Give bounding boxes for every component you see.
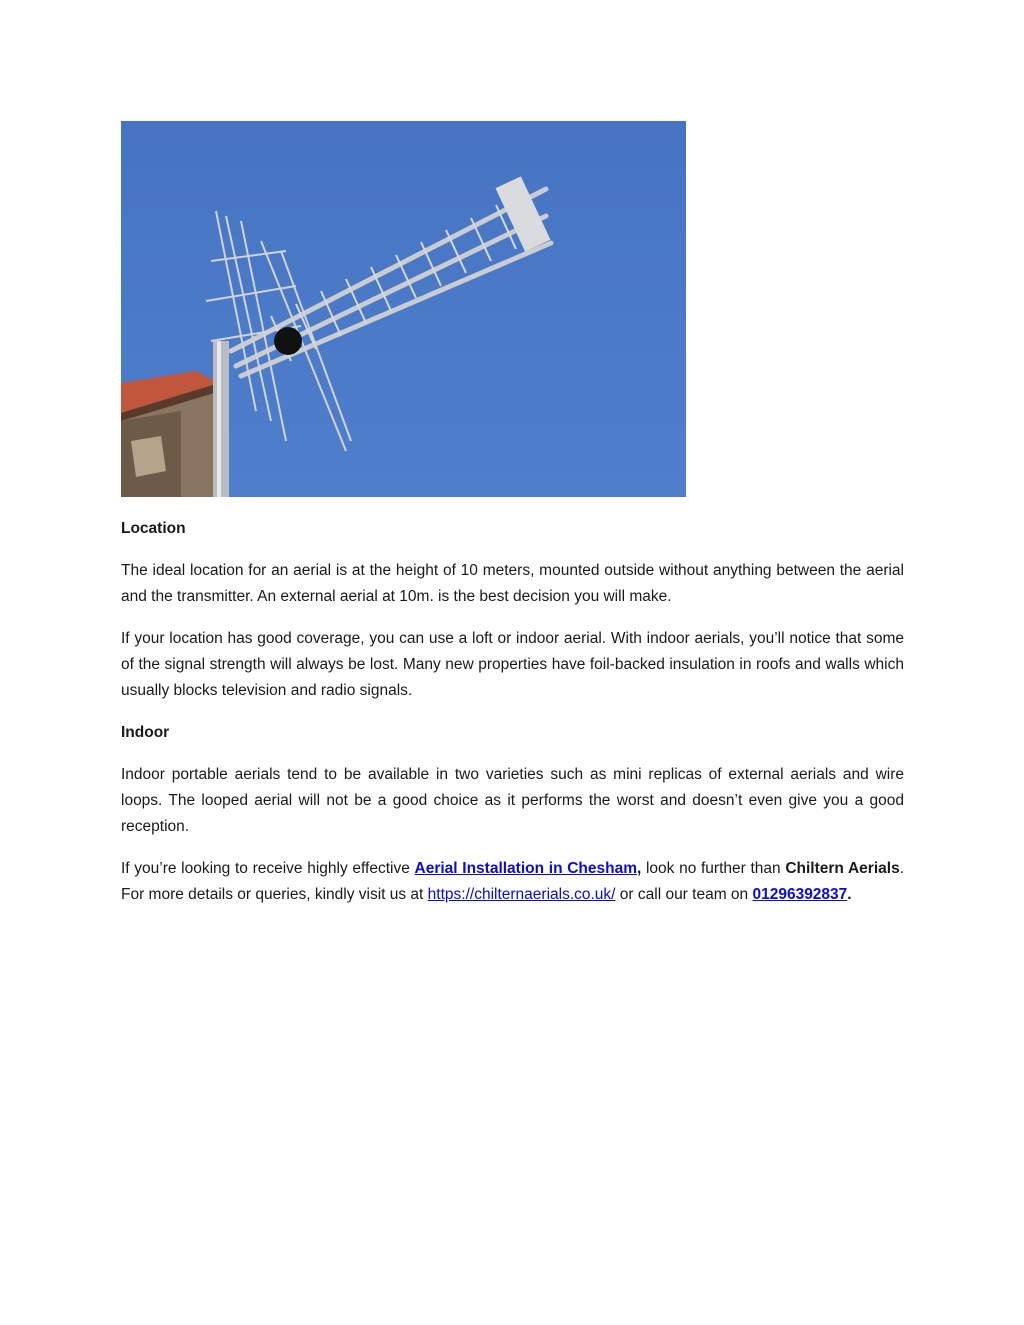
brand-name: Chiltern Aerials [785,860,900,877]
website-link[interactable]: https://chilternaerials.co.uk/ [427,886,616,903]
article-body [121,516,904,924]
heading-location: Location [121,520,186,537]
paragraph-ideal-location: The ideal location for an aerial is at the height of 10 meters, mounted outside without anything between the aerial and the transmitter. An external aerial at 10m. is the best decision you will make. [121,562,904,605]
closing-end: . [847,886,852,903]
closing-mid2: . For more details or queries, kindly visit us at [121,860,904,903]
paragraph-coverage: If your location has good coverage, you can use a loft or indoor aerial. With indoor aerials, you’ll notice that some of the signal strength will always be lost. Many new properties have foil-backed insulation in roofs and walls which usually blocks television and radio signals. [121,630,904,699]
closing-mid1: look no further than [641,860,786,877]
closing-mid3: or call our team on [615,886,753,903]
heading-indoor: Indoor [121,724,170,741]
closing-lead: If you’re looking to receive highly effective [121,860,415,877]
phone-link[interactable]: 01296392837 [752,886,848,903]
aerial-installation-link[interactable]: Aerial Installation in Chesham [414,860,637,877]
closing-comma: , [636,860,642,877]
paragraph-indoor-varieties: Indoor portable aerials tend to be available in two varieties such as mini replicas of external aerials and wire loops. The looped aerial will not be a good choice as it performs the worst and doesn’t even give you a good reception. [121,766,904,835]
aerial-photo [121,121,686,497]
paragraph-closing [121,856,904,908]
